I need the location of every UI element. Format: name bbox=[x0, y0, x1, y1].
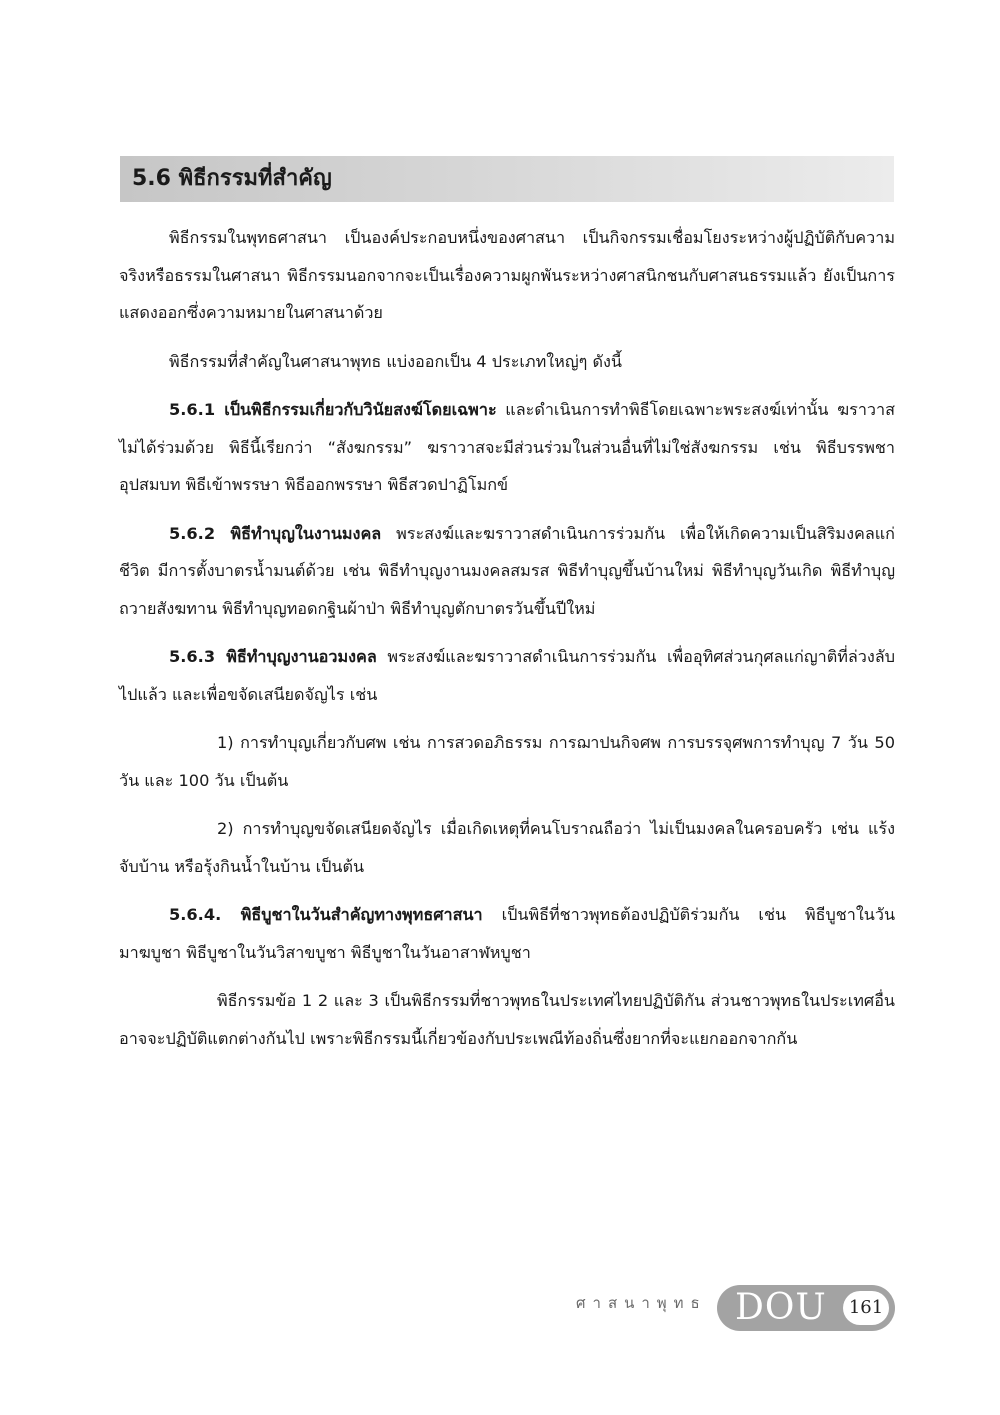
paragraph-5-6-3-text: พระสงฆ์และฆราวาสดำเนินการร่วมกัน เพื่ออุทิศส่วนกุศลแก่ญาติที่ล่วงลับไปแล้ว และเพื่อขจัดเสนียดจัญไร เช่น bbox=[119, 647, 895, 704]
paragraph-5-6-3 bbox=[119, 638, 895, 713]
section-title: 5.6 พิธีกรรมที่สำคัญ bbox=[132, 166, 332, 191]
paragraph-5-6-1-text: และดำเนินการทำพิธีโดยเฉพาะพระสงฆ์เท่านั้น ฆราวาสไม่ได้ร่วมด้วย พิธีนี้เรียกว่า “สังฆกรรม” ฆราวาสจะมีส่วนร่วมในส่วนอื่นที่ไม่ใช่สังฆกรรม เช่น พิธีบรรพชาอุปสมบท พิธีเข้าพรรษา พิธีออกพรรษา พิธีสวดปาฏิโมกข์ bbox=[119, 400, 895, 494]
paragraph-intro: พิธีกรรมในพุทธศาสนา เป็นองค์ประกอบหนึ่งของศาสนา เป็นกิจกรรมเชื่อมโยงระหว่างผู้ปฏิบัติกับความจริงหรือธรรมในศาสนา พิธีกรรมนอกจากจะเป็นเรื่องความผูกพันระหว่างศาสนิกชนกับศาสนธรรมแล้ว ยังเป็นการแสดงออกซึ่งความหมายในศาสนาด้วย bbox=[119, 228, 895, 322]
paragraph-5-6-1 bbox=[119, 391, 895, 504]
footer-badge bbox=[717, 1285, 895, 1331]
subheading-5-6-3: 5.6.3 พิธีทำบุญงานอวมงคล bbox=[169, 647, 377, 666]
subheading-5-6-2: 5.6.2 พิธีทำบุญในงานมงคล bbox=[169, 523, 382, 543]
subheading-5-6-1: 5.6.1 เป็นพิธีกรรมเกี่ยวกับวินัยสงฆ์โดยเฉพาะ bbox=[169, 400, 497, 419]
document-body bbox=[119, 219, 895, 1068]
paragraph-5-6-4 bbox=[119, 896, 895, 971]
running-title: ศาสนาพุทธ bbox=[576, 1294, 707, 1312]
section-header-bar bbox=[120, 156, 894, 202]
list-item-2: 2) การทำบุญขจัดเสนียดจัญไร เมื่อเกิดเหตุที่คนโบราณถือว่า ไม่เป็นมงคลในครอบครัว เช่น แร้งจับบ้าน หรือรุ้งกินน้ำในบ้าน เป็นต้น bbox=[119, 819, 895, 876]
paragraph-5-6-2-text: พระสงฆ์และฆราวาสดำเนินการร่วมกัน เพื่อให้เกิดความเป็นสิริมงคลแก่ชีวิต มีการตั้งบาตรน้ำมนต์ด้วย เช่น พิธีทำบุญงานมงคลสมรส พิธีทำบุญขึ้นบ้านใหม่ พิธีทำบุญวันเกิด พิธีทำบุญถวายสังฆทาน พิธีทำบุญทอดกฐินผ้าป่า พิธีทำบุญตักบาตรวันขึ้นปีใหม่ bbox=[119, 523, 895, 618]
paragraph-categories: พิธีกรรมที่สำคัญในศาสนาพุทธ แบ่งออกเป็น 4 ประเภทใหญ่ๆ ดังนี้ bbox=[169, 351, 622, 371]
page-number: 161 bbox=[843, 1291, 889, 1325]
paragraph-5-6-2 bbox=[119, 515, 895, 628]
list-item-1: 1) การทำบุญเกี่ยวกับศพ เช่น การสวดอภิธรรม การฌาปนกิจศพ การบรรจุศพการทำบุญ 7 วัน 50 วัน และ 100 วัน เป็นต้น bbox=[119, 733, 895, 790]
paragraph-closing: พิธีกรรมข้อ 1 2 และ 3 เป็นพิธีกรรมที่ชาวพุทธในประเทศไทยปฏิบัติกัน ส่วนชาวพุทธในประเทศอื่นอาจจะปฏิบัติแตกต่างกันไป เพราะพิธีกรรมนี้เกี่ยวข้องกับประเพณีท้องถิ่นซึ่งยากที่จะแยกออกจากกัน bbox=[119, 991, 895, 1048]
dou-logo: DOU bbox=[735, 1287, 827, 1328]
paragraph-5-6-4-text: เป็นพิธีที่ชาวพุทธต้องปฏิบัติร่วมกัน เช่น พิธีบูชาในวันมาฆบูชา พิธีบูชาในวันวิสาขบูชา พิธีบูชาในวันอาสาฬหบูชา bbox=[119, 905, 896, 962]
subheading-5-6-4: 5.6.4. พิธีบูชาในวันสำคัญทางพุทธศาสนา bbox=[169, 905, 483, 924]
